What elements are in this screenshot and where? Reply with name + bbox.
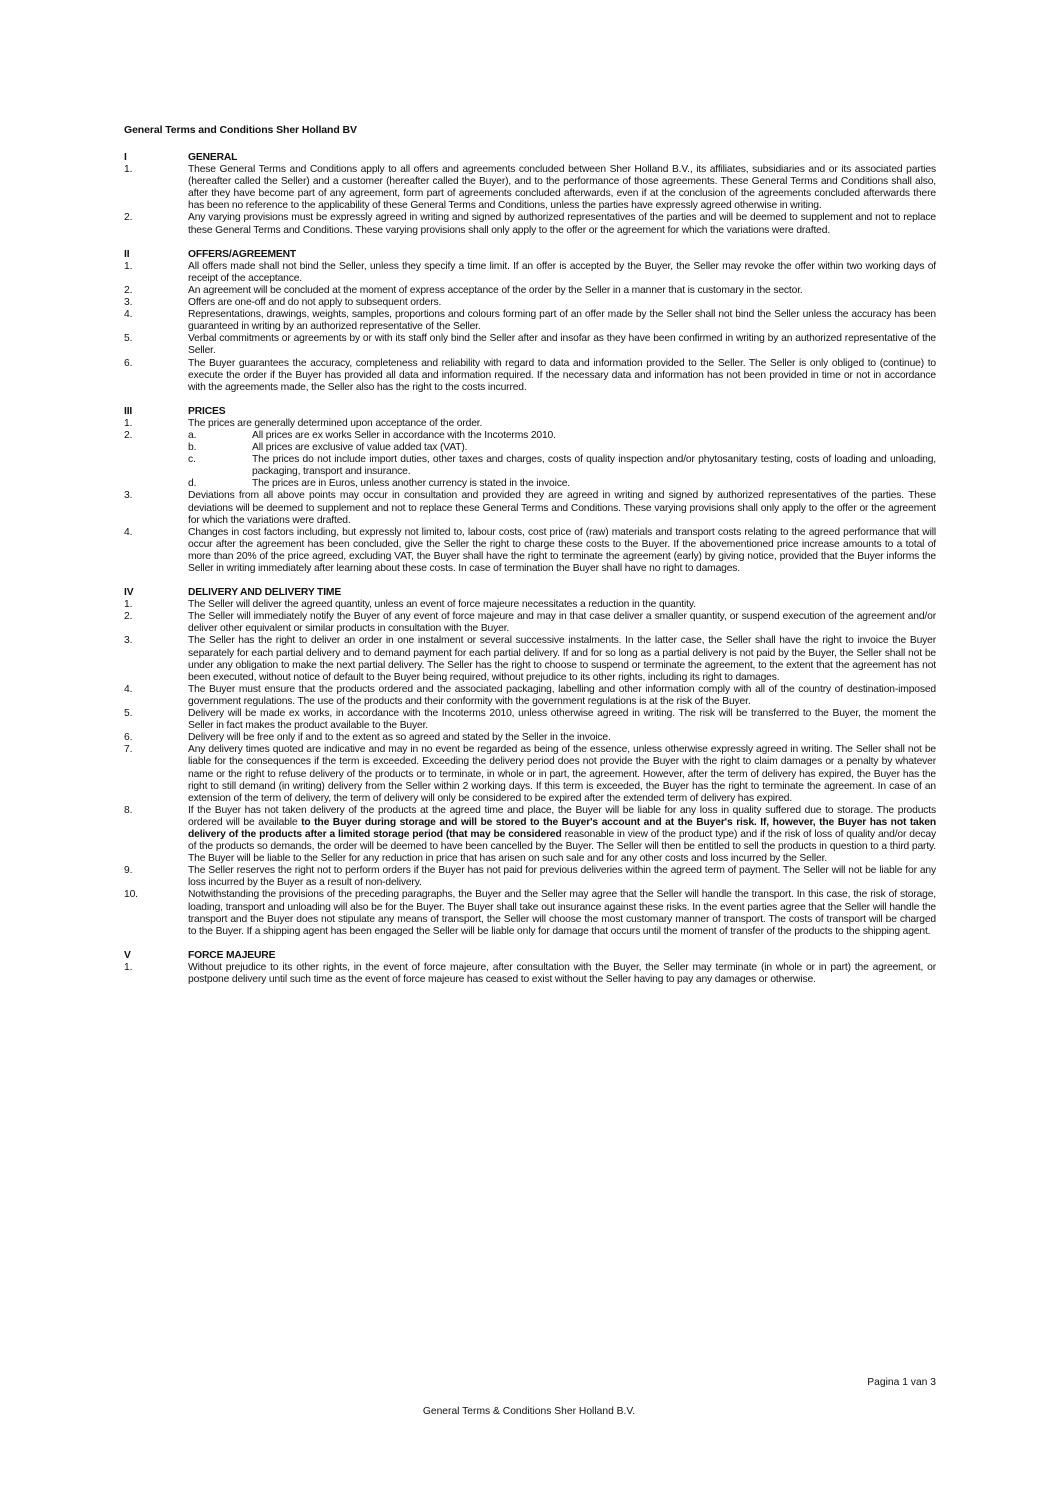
clause-text: These General Terms and Conditions apply to all offers and agreements concluded between Sher Holland B.V., its affiliates, subsidiaries and or its associated parties (hereafter called the Seller) and a customer (hereafter called the Buyer), and to the performance of those agreements. These General Terms and Conditions shall also, after they have become part of any agreement, form part of agreements concluded afterwards, even if at the conclusion of the agreements concluded afterwards there has been no reference to the applicability of these General Terms and Conditions, unless the parties have expressly agreed otherwise in writing. [188, 164, 936, 212]
clause-number: 8. [124, 804, 133, 816]
clause-number: 1. [124, 599, 133, 611]
clause-text: Notwithstanding the provisions of the preceding paragraphs, the Buyer and the Seller may agree that the Seller will handle the transport. In this case, the risk of storage, loading, transport and unloading will also be for the Buyer. The Buyer shall take out insurance against these risks. In the event parties agree that the Seller will handle the transport and the Buyer does not stipulate any means of transport, the Seller will choose the most customary manner of transport. The costs of transport will be charged to the Buyer. If a shipping agent has been engaged the Seller will be liable only for damage that occurs until the moment of transfer of the products to the shipping agent. [188, 889, 936, 937]
document-body [124, 152, 936, 998]
clause-number: 1. [124, 164, 133, 176]
page-footer: General Terms & Conditions Sher Holland B.V. [422, 1406, 636, 1417]
section-title: DELIVERY AND DELIVERY TIME [188, 587, 342, 599]
clause [124, 635, 936, 683]
section-title: OFFERS/AGREEMENT [188, 248, 297, 260]
clause-number: 6. [124, 732, 133, 744]
sub-clause-text: The prices are in Euros, unless another currency is stated in the invoice. [252, 478, 570, 490]
clause-number: 4. [124, 309, 133, 321]
sub-clause [188, 478, 936, 490]
clause [124, 611, 936, 635]
clause-text: Representations, drawings, weights, samples, proportions and colours forming part of an offer made by the Seller shall not bind the Seller unless the accuracy has been guaranteed in writing by an authorized representative of the Seller. [188, 309, 936, 333]
clause-number: 2. [124, 284, 133, 296]
clause [124, 430, 936, 490]
sub-clause-letter: b. [188, 442, 197, 454]
sub-clause-letter: d. [188, 478, 197, 490]
section-heading [124, 152, 936, 164]
section-number: III [124, 405, 133, 417]
clause-text: An agreement will be concluded at the moment of express acceptance of the order by the Seller in a manner that is customary in the sector. [188, 284, 803, 296]
clause-number: 9. [124, 865, 133, 877]
clause-text: Any delivery times quoted are indicative and may in no event be regarded as being of the essence, unless otherwise expressly agreed in writing. The Seller shall not be liable for the consequences if the term is exceeded. Exceeding the delivery period does not provide the Buyer with the right to claim damages or a penalty by whatever name or the right to refuse delivery of the products or to terminate, in whole or in part, the agreement. However, after the term of delivery has expired, the Buyer has the right to still demand (in writing) delivery from the Seller within 2 working days. If this term is exceeded, the Buyer has the right to terminate the agreement. In case of an extension of the term of delivery, the term of delivery will only be considered to be expired after the extended term of delivery has expired. [188, 744, 936, 804]
section-number: V [124, 949, 131, 961]
section-heading [124, 950, 936, 962]
clause-number: 5. [124, 708, 133, 720]
section-title: PRICES [188, 405, 226, 417]
clause-number: 4. [124, 526, 133, 538]
clause-text: The Seller has the right to deliver an order in one instalment or several successive instalments. In the latter case, the Seller shall have the right to invoice the Buyer separately for each partial delivery and to demand payment for each partial delivery. If and for so long as a partial delivery is not paid by the Buyer, the Seller shall not be under any obligation to make the next partial delivery. The Seller has the right to choose to suspend or terminate the agreement, to the extent that the agreement has not been executed, without notice of default to the Buyer being required, without prejudice to its other rights, including its right to damages. [188, 635, 936, 683]
section-heading [124, 406, 936, 418]
clause [124, 490, 936, 526]
clause [124, 708, 936, 732]
document-title: General Terms and Conditions Sher Holland BV [124, 124, 357, 136]
clause-number: 1. [124, 260, 133, 272]
clause-text: The prices are generally determined upon acceptance of the order. [188, 417, 483, 429]
section-number: II [124, 248, 130, 260]
clause-number: 3. [124, 635, 133, 647]
clause-number: 1. [124, 961, 133, 973]
clause-number: 6. [124, 357, 133, 369]
clause [124, 418, 936, 430]
section-title: FORCE MAJEURE [188, 949, 276, 961]
section [124, 950, 936, 986]
section [124, 249, 936, 394]
clause [124, 358, 936, 394]
clause-text: Deviations from all above points may occur in consultation and provided they are agreed in writing and signed by authorized representatives of the parties. These deviations will be deemed to supplement and not to replace these General Terms and Conditions. These varying provisions shall only apply to the offer or the agreement for which the variations were drafted. [188, 490, 936, 526]
clause-text: All offers made shall not bind the Seller, unless they specify a time limit. If an offer is accepted by the Buyer, the Seller may revoke the offer within two working days of receipt of the acceptance. [188, 260, 936, 284]
clause-number: 2. [124, 611, 133, 623]
clause [124, 962, 936, 986]
clause [124, 732, 936, 744]
clause-text-part: If the Buyer has not taken delivery of the products at the agreed time and place, the Buyer will be liable for any loss in quality suffered due to storage. The products ordered will be available [188, 804, 936, 828]
clause-number: 1. [124, 417, 133, 429]
clause [124, 805, 936, 865]
sub-clause-text: All prices are ex works Seller in accordance with the Incoterms 2010. [252, 429, 556, 441]
clause-number: 5. [124, 333, 133, 345]
clause [124, 309, 936, 333]
sub-clause [188, 430, 936, 442]
sub-clause [188, 454, 936, 478]
section-title: GENERAL [188, 152, 238, 163]
clause [124, 164, 936, 212]
sub-clause [188, 442, 936, 454]
clause [124, 865, 936, 889]
clause-text: The Buyer guarantees the accuracy, completeness and reliability with regard to data and information provided to the Seller. The Seller is only obliged to (continue) to execute the order if the Buyer has provided all data and information required. If the necessary data and information has not been provided in time or not in accordance with the agreements made, the Seller also has the right to the costs incurred. [188, 357, 936, 393]
clause [124, 285, 936, 297]
clause-number: 10. [124, 889, 138, 901]
section-heading [124, 249, 936, 261]
clause-text [188, 430, 936, 490]
clause-number: 3. [124, 490, 133, 502]
clause-text: Changes in cost factors including, but expressly not limited to, labour costs, cost price of (raw) materials and transport costs relating to the agreed performance that will occur after the agreement has been concluded, give the Seller the right to charge these costs to the Buyer. If the abovementioned price increase amounts to a total of more than 20% of the price agreed, excluding VAT, the Buyer shall have the right to terminate the agreement (early) by giving notice, provided that the Buyer informs the Seller in writing immediately after learning about these costs. In case of termination the Buyer shall have no right to damages. [188, 526, 936, 574]
clause-number: 4. [124, 683, 133, 695]
clause-text [188, 805, 936, 865]
clause-number: 7. [124, 744, 133, 756]
section-number: IV [124, 587, 134, 599]
section [124, 152, 936, 237]
sub-clause-letter: c. [188, 454, 196, 466]
clause [124, 212, 936, 236]
clause [124, 261, 936, 285]
clause [124, 527, 936, 575]
clause [124, 744, 936, 804]
clause-text-part: reasonable in view of the product type) and if the risk of loss of quality and/or decay of the products so demands, the order will be deemed to have been cancelled by the Buyer. The Seller will then be entitled to sell the products in question to a third party. The Buyer will be liable to the Seller for any reduction in price that has arisen on such sale and for any other costs and loss incurred by the Seller. [188, 828, 936, 865]
sub-clause-text: All prices are exclusive of value added tax (VAT). [252, 442, 468, 454]
clause-number: 2. [124, 212, 133, 224]
section-heading [124, 587, 936, 599]
clause-text: Without prejudice to its other rights, in the event of force majeure, after consultation with the Buyer, the Seller may terminate (in whole or in part) the agreement, or postpone delivery until such time as the event of force majeure has ceased to exist without the Seller having to pay any damages or otherwise. [188, 961, 936, 985]
clause [124, 333, 936, 357]
page-number: Pagina 1 van 3 [867, 1377, 936, 1388]
clause [124, 297, 936, 309]
clause-text: Delivery will be free only if and to the extent as so agreed and stated by the Seller in the invoice. [188, 732, 611, 744]
clause-number: 3. [124, 297, 133, 309]
clause-text: The Buyer must ensure that the products ordered and the associated packaging, labelling and other information comply with all of the country of destination-imposed government regulations. The use of the products and their conformity with the government regulations is at the risk of the Buyer. [188, 683, 936, 707]
clause [124, 599, 936, 611]
clause-text: Offers are one-off and do not apply to subsequent orders. [188, 297, 442, 309]
sub-clause-letter: a. [188, 429, 197, 441]
clause-text: The Seller will immediately notify the Buyer of any event of force majeure and may in that case deliver a smaller quantity, or suspend execution of the agreement and/or deliver other equivalent or similar products in consultation with the Buyer. [188, 611, 936, 635]
clause-text: Any varying provisions must be expressly agreed in writing and signed by authorized representatives of the parties and will be deemed to supplement and not to replace these General Terms and Conditions. These varying provisions shall only apply to the offer or the agreement for which the variations were drafted. [188, 212, 936, 236]
section [124, 406, 936, 575]
clause-number: 2. [124, 429, 133, 441]
clause [124, 889, 936, 937]
section-number: I [124, 152, 127, 163]
clause-text: Delivery will be made ex works, in accordance with the Incoterms 2010, unless otherwise agreed in writing. The risk will be transferred to the Buyer, the moment the Seller in fact makes the product available to the Buyer. [188, 708, 936, 732]
section [124, 587, 936, 938]
sub-clause-text: The prices do not include import duties, other taxes and charges, costs of quality inspection and/or phytosanitary testing, costs of loading and unloading, packaging, transport and insurance. [252, 454, 936, 478]
clause-text: Verbal commitments or agreements by or with its staff only bind the Seller after and insofar as they have been confirmed in writing by an authorized representative of the Seller. [188, 333, 936, 357]
clause [124, 684, 936, 708]
clause-text: The Seller will deliver the agreed quantity, unless an event of force majeure necessitates a reduction in the quantity. [188, 599, 696, 611]
clause-text: The Seller reserves the right not to perform orders if the Buyer has not paid for previous deliveries within the agreed term of payment. The Seller will not be liable for any loss incurred by the Buyer as a result of non-delivery. [188, 865, 936, 889]
clause-text-emphasis: to the Buyer during storage and will be stored to the Buyer's account and at the Buyer's risk. If, however, the Buyer has not taken delivery of the products after a limited storage period (that may be considered [188, 816, 937, 840]
